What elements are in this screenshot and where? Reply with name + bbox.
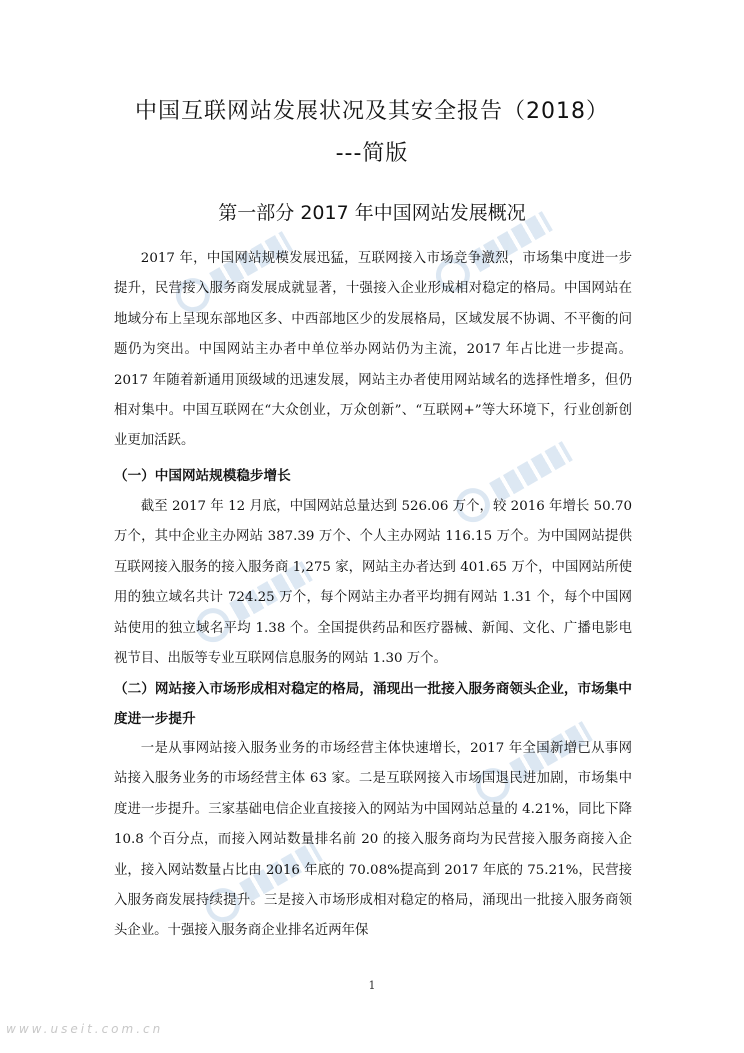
report-title: 中国互联网站发展状况及其安全报告（2018）	[135, 99, 609, 124]
page-number: 1	[368, 979, 376, 992]
intro-paragraph	[114, 244, 632, 457]
paragraph-text: 一是从事网站接入服务业务的市场经营主体快速增长，2017 年全国新增已从事网站接入服务业务的市场经营主体 63 家。二是互联网接入市场国退民进加剧，市场集中度进一步提升。三家基础电信企业直接接入的网站为中国网站总量的 4.21%，同比下降 10.8 个百分点，而接入网站数量排名前 20 的接入服务商均为民营接入服务商接入企业，接入网站数量占比由 2016 年底的 70.08%提高到 2017 年底的 75.21%，民营接入服务商发展持续提升。三是接入市场形成相对稳定的格局，涌现出一批接入服务商领头企业。十强接入服务商企业排名近两年保	[114, 741, 632, 939]
section-2-body	[114, 734, 632, 947]
section-1-body	[114, 492, 632, 674]
section-heading-1: （一）中国网站规模稳步增长	[114, 468, 291, 484]
part-heading: 第一部分 2017 年中国网站发展概况	[218, 202, 526, 224]
section-heading-2: （二）网站接入市场形成相对稳定的格局，涌现出一批接入服务商领头企业，市场集中度进一步提升	[114, 681, 632, 728]
paragraph-text: 2017 年，中国网站规模发展迅猛，互联网接入市场竞争激烈，市场集中度进一步提升，民营接入服务商发展成就显著，十强接入企业形成相对稳定的格局。中国网站在地域分布上呈现东部地区多、中西部地区少的发展格局，区域发展不协调、不平衡的问题仍为突出。中国网站主办者中单位举办网站仍为主流，2017 年占比进一步提高。2017 年随着新通用顶级域的迅速发展，网站主办者使用网站域名的选择性增多，但仍相对集中。中国互联网在“大众创业，万众创新”、“互联网+”等大环境下，行业创新创业更加活跃。	[114, 251, 632, 449]
report-subtitle: ---简版	[335, 141, 409, 166]
paragraph-text: 截至 2017 年 12 月底，中国网站总量达到 526.06 万个，较 2016 年增长 50.70 万个，其中企业主办网站 387.39 万个、个人主办网站 116.15 万个。为中国网站提供互联网接入服务的接入服务商 1,275 家，网站主办者达到 401.65 万个，中国网站所使用的独立域名共计 724.25 万个，每个网站主办者平均拥有网站 1.31 个，每个中国网站使用的独立域名平均 1.38 个。全国提供药品和医疗器械、新闻、文化、广播电影电视节目、出版等专业互联网信息服务的网站 1.30 万个。	[114, 499, 632, 667]
site-watermark-text: www.useit.com.cn	[6, 1022, 164, 1036]
